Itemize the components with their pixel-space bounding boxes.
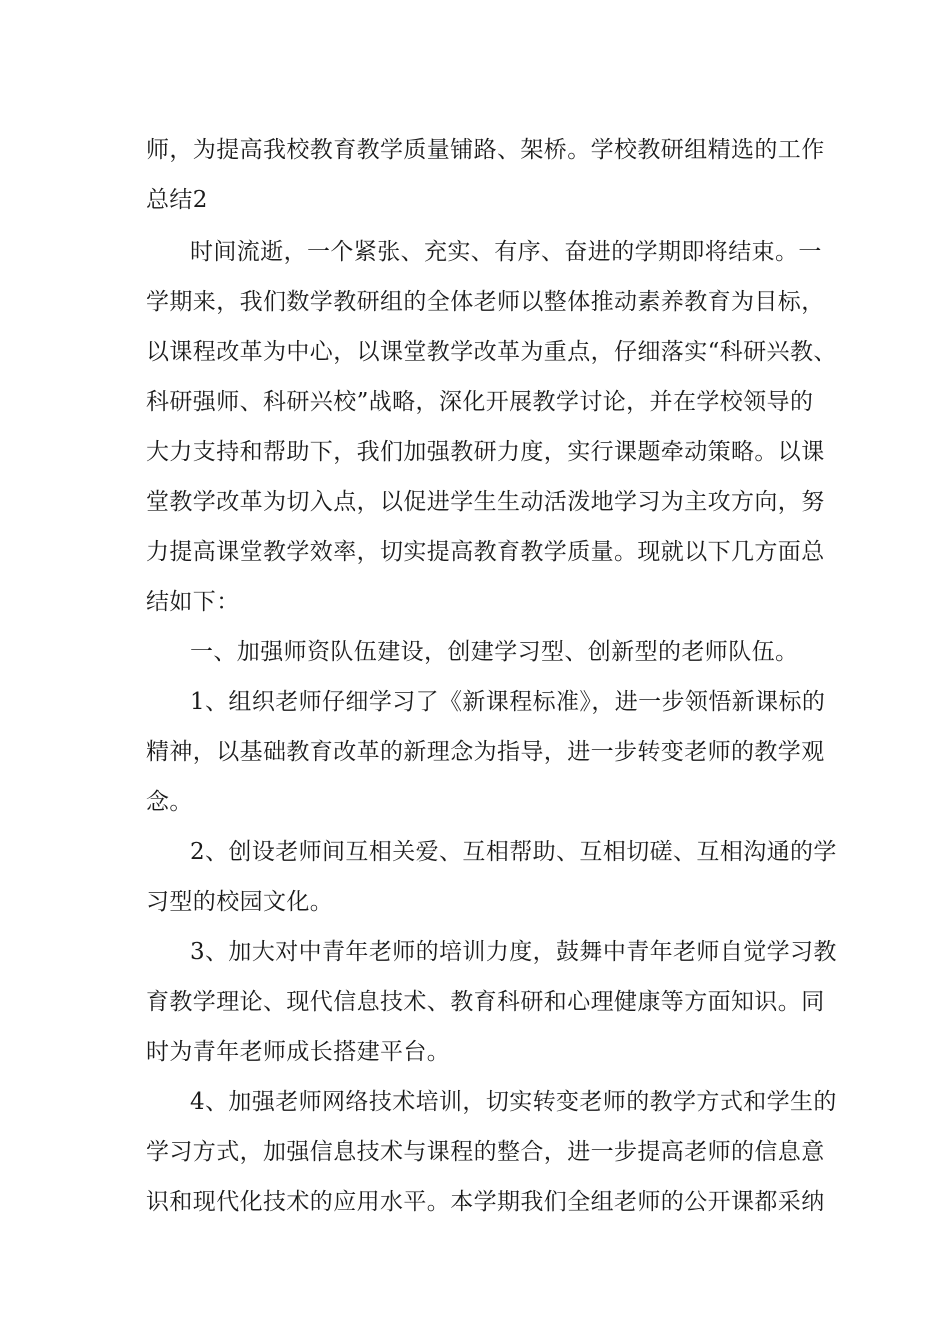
text-line: 力提高课堂教学效率，切实提高教育教学质量。现就以下几方面总 [146,539,825,565]
text-line: 时为青年老师成长搭建平台。 [146,1039,451,1065]
paragraph-start: 1、组织老师仔细学习了《新课程标准》，进一步领悟新课标的 [190,689,826,715]
text-line: 学习方式，加强信息技术与课程的整合，进一步提高老师的信息意 [146,1139,825,1165]
paragraph-start: 3、加大对中青年老师的培训力度，鼓舞中青年老师自觉学习教 [190,939,837,965]
text-line: 精神，以基础教育改革的新理念为指导，进一步转变老师的教学观 [146,739,825,765]
paragraph-start: 时间流逝，一个紧张、充实、有序、奋进的学期即将结束。一 [190,239,822,265]
text-line: 念。 [146,789,193,815]
text-line: 总结2 [146,187,208,213]
text-line: 识和现代化技术的应用水平。本学期我们全组老师的公开课都采纳 [146,1189,825,1215]
text-line: 以课程改革为中心，以课堂教学改革为重点，仔细落实“科研兴教、 [146,339,837,365]
text-line: 师，为提高我校教育教学质量铺路、架桥。学校教研组精选的工作 [146,137,825,163]
text-line: 堂教学改革为切入点，以促进学生生动活泼地学习为主攻方向，努 [146,489,825,515]
text-line: 大力支持和帮助下，我们加强教研力度，实行课题牵动策略。以课 [146,439,825,465]
text-line: 育教学理论、现代信息技术、教育科研和心理健康等方面知识。同 [146,989,825,1015]
section-heading: 一、加强师资队伍建设，创建学习型、创新型的老师队伍。 [190,639,799,665]
text-line: 学期来，我们数学教研组的全体老师以整体推动素养教育为目标， [146,289,825,315]
paragraph-start: 4、加强老师网络技术培训，切实转变老师的教学方式和学生的 [190,1089,837,1115]
text-line: 结如下： [146,589,240,615]
text-line: 习型的校园文化。 [146,889,334,915]
paragraph-start: 2、创设老师间互相关爱、互相帮助、互相切磋、互相沟通的学 [190,839,837,865]
text-line: 科研强师、科研兴校”战略，深化开展教学讨论，并在学校领导的 [146,389,814,415]
